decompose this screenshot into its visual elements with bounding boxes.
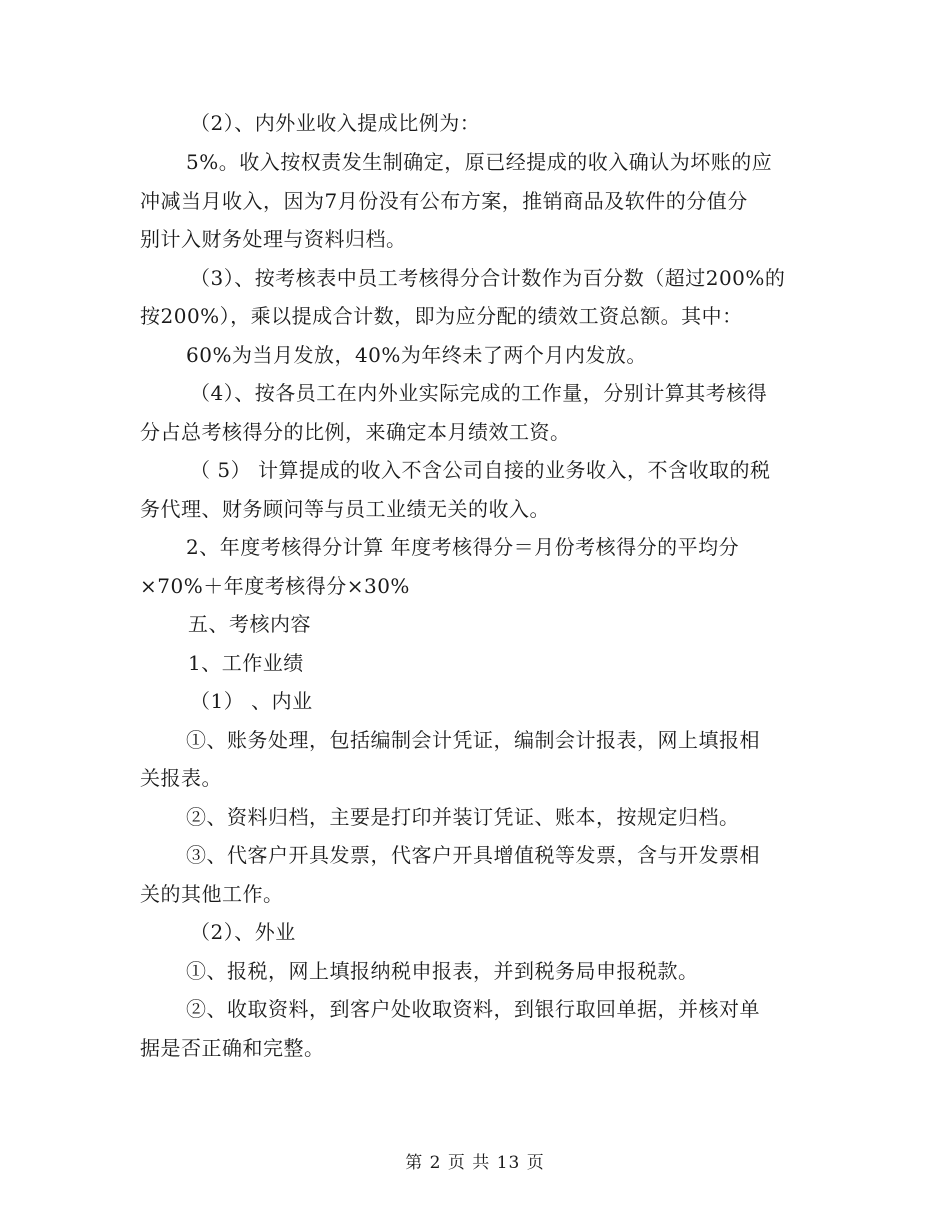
- paragraph-line: ①、账务处理，包括编制会计凭证，编制会计报表，网上填报相: [186, 728, 760, 752]
- paragraph-line: 按200%），乘以提成合计数，即为应分配的绩效工资总额。其中：: [140, 304, 743, 328]
- paragraph-line: 关报表。: [140, 766, 222, 790]
- paragraph-line: ×70%＋年度考核得分×30%: [140, 574, 410, 598]
- paragraph-line: （3）、按考核表中员工考核得分合计数作为百分数（超过200%的: [190, 266, 786, 290]
- paragraph-line: （ 5） 计算提成的收入不含公司自接的业务收入，不含收取的税: [190, 458, 771, 482]
- paragraph-line: 冲减当月收入，因为7月份没有公布方案，推销商品及软件的分值分: [140, 189, 748, 213]
- paragraph-line: 60%为当月发放，40%为年终未了两个月内发放。: [186, 343, 647, 367]
- paragraph-line: ②、收取资料，到客户处收取资料，到银行取回单据，并核对单: [186, 997, 760, 1021]
- paragraph-line: ①、报税，网上填报纳税申报表，并到税务局申报税款。: [186, 959, 699, 983]
- paragraph-line: ②、资料归档，主要是打印并装订凭证、账本，按规定归档。: [186, 805, 740, 829]
- paragraph-line: 务代理、财务顾问等与员工业绩无关的收入。: [140, 497, 550, 521]
- paragraph-line: ③、代客户开具发票，代客户开具增值税等发票，含与开发票相: [186, 843, 760, 867]
- section-heading: 五、考核内容: [188, 612, 311, 636]
- paragraph-line: （2）、内外业收入提成比例为：: [190, 111, 481, 135]
- paragraph-line: 别计入财务处理与资料归档。: [140, 227, 407, 251]
- subsection-heading: 1、工作业绩: [188, 651, 304, 675]
- paragraph-line: 据是否正确和完整。: [140, 1036, 325, 1060]
- paragraph-line: 关的其他工作。: [140, 882, 284, 906]
- page-number-footer: 第 2 页 共 13 页: [405, 1153, 545, 1173]
- paragraph-line: 分占总考核得分的比例，来确定本月绩效工资。: [140, 420, 571, 444]
- paragraph-line: （4）、按各员工在内外业实际完成的工作量，分别计算其考核得: [190, 381, 768, 405]
- subsection-heading: （1） 、内业: [190, 689, 313, 713]
- paragraph-line: 2、年度考核得分计算 年度考核得分＝月份考核得分的平均分: [186, 535, 740, 559]
- paragraph-line: 5%。收入按权责发生制确定，原已经提成的收入确认为坏账的应: [186, 150, 773, 174]
- subsection-heading: （2）、外业: [190, 920, 296, 944]
